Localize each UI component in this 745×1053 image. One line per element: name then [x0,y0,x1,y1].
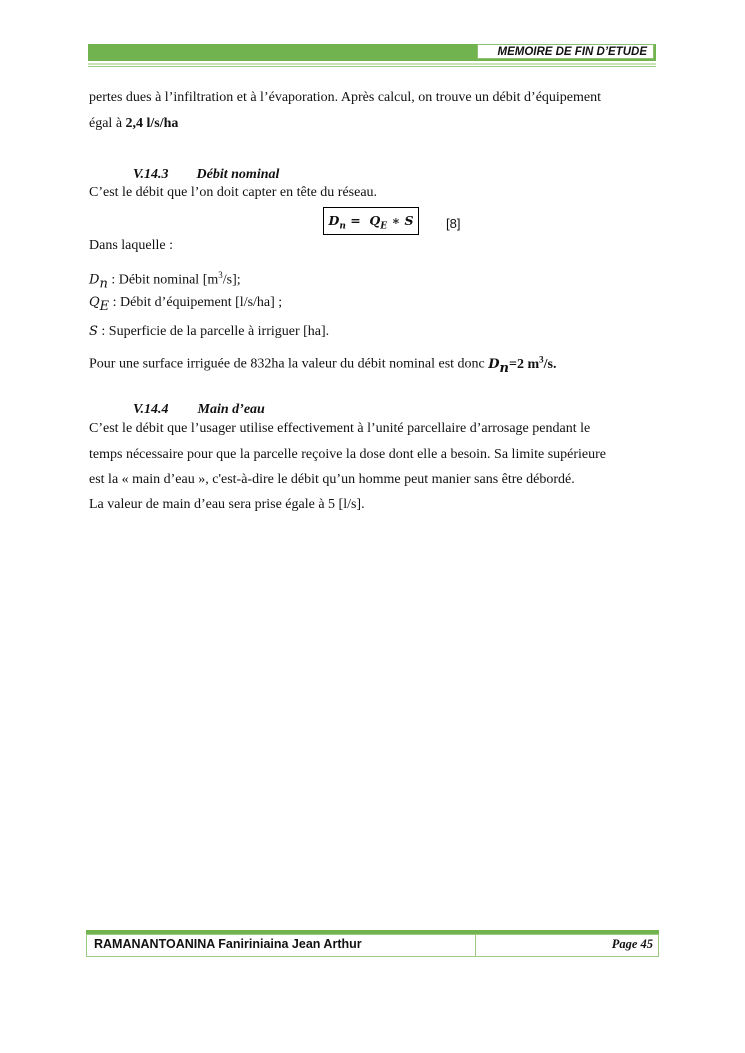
math-symbol: D [488,356,500,372]
header-rule [88,63,656,65]
text-span: égal à [89,116,126,131]
header-title: MEMOIRE DE FIN D’ETUDE [477,44,654,59]
text-span: : Superficie de la parcelle à irriguer [ha]. [97,324,330,339]
footer-divider [475,934,476,957]
page-number: Page 45 [611,937,653,951]
math-subscript: n [99,276,108,292]
math-symbol: D [89,272,100,288]
math-subscript: n [499,360,509,376]
paragraph-line: pertes dues à l’infiltration et à l’évaporation. Après calcul, on trouve un débit d’équipement [89,90,601,105]
nominal-flow-value: =2 m [509,356,540,372]
text-span: : Débit d’équipement [l/s/ha] ; [109,295,283,310]
section-heading-debit-nominal [133,166,279,184]
superscript: 3 [218,270,223,280]
text-span: : Débit nominal [m [107,272,219,288]
text-span: Pour une surface irriguée de 832ha la valeur du débit nominal est donc [89,356,489,372]
formula-reference: [8] [446,216,461,231]
text-span: /s. [543,356,557,372]
math-symbol: S [89,324,98,339]
math-symbol: Q [89,295,100,310]
paragraph-line: La valeur de main d’eau sera prise égale à 5 [l/s]. [89,497,365,512]
definition-line [89,266,241,293]
formula-subscript: n [339,221,346,232]
formula-box [323,207,419,235]
paragraph-line: Dans laquelle : [89,238,173,253]
definition-line [89,294,282,316]
formula-operator: ∗ S [387,213,414,228]
formula-symbol: D [328,213,340,228]
section-heading-main-deau [133,401,265,419]
section-number: V.14.3 [133,167,169,182]
math-subscript: E [99,298,110,314]
paragraph-line: est la « main d’eau », c'est-à-dire le débit qu’un homme peut manier sans être débordé. [89,472,575,487]
paragraph-line: C’est le débit que l’usager utilise effectivement à l’unité parcellaire d’arrosage pendant le [89,421,591,436]
paragraph-line: temps nécessaire pour que la parcelle reçoive la dose dont elle a besoin. Sa limite supérieure [89,447,607,462]
formula-symbol: Q [369,213,381,228]
section-title: Main d’eau [197,402,265,417]
section-number: V.14.4 [133,402,169,417]
formula-operator: = [345,213,370,228]
section-title: Débit nominal [196,167,280,182]
paragraph-line [89,115,178,133]
paragraph-line: C’est le débit que l’on doit capter en tête du réseau. [89,185,378,200]
header-rule-thin [88,66,656,67]
superscript: 3 [539,354,544,364]
conclusion-line [89,350,556,377]
formula-subscript: E [380,221,388,232]
equipment-flow-value: 2,4 l/s/ha [125,116,179,131]
footer-author: RAMANANTOANINA Faniriniaina Jean Arthur [94,937,362,951]
text-span: /s]; [222,272,241,288]
definition-line [89,323,329,341]
